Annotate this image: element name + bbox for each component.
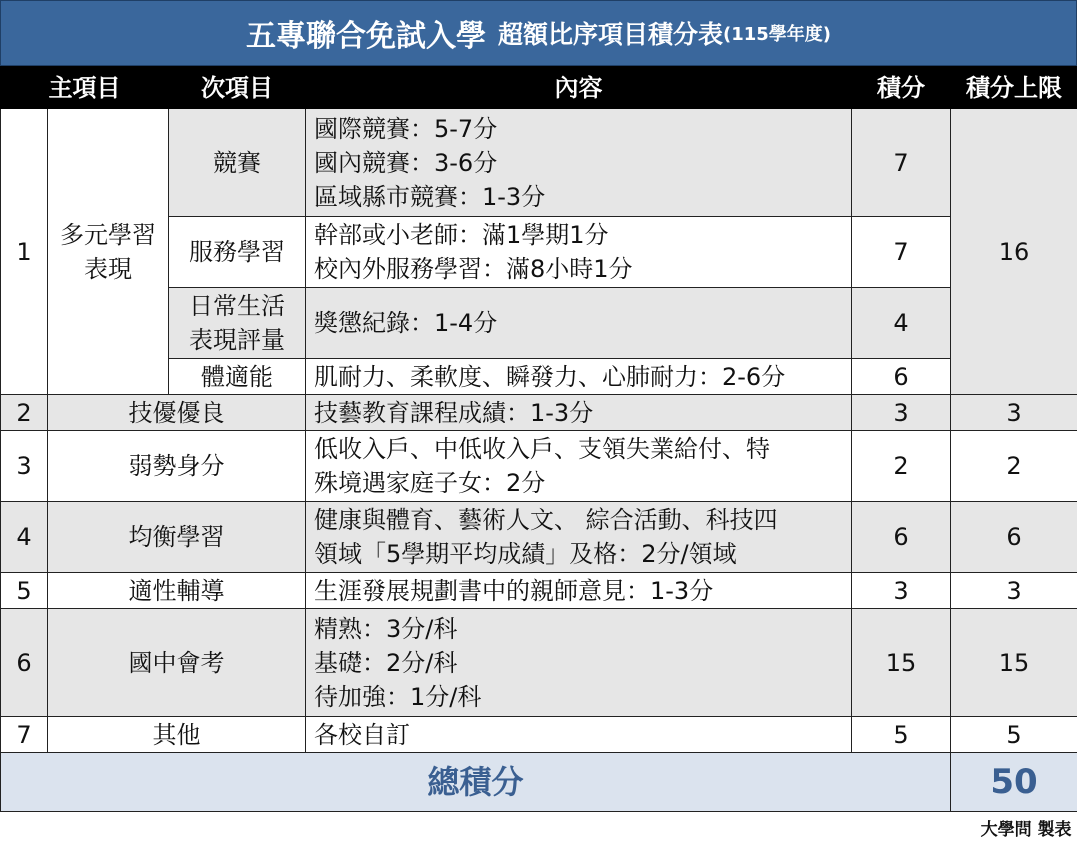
table-row [1, 717, 1077, 753]
score-cell: 7 [852, 109, 951, 217]
footer-credit: 大學問 製表 [1, 812, 1077, 848]
content-cell [306, 359, 852, 395]
content-line: 區域縣市競賽：1-3分 [314, 182, 546, 211]
content-line: 校內外服務學習：滿8小時1分 [314, 255, 633, 284]
limit-cell: 3 [951, 395, 1077, 431]
content-line: 殊境遇家庭子女：2分 [314, 469, 546, 498]
content-cell [306, 609, 852, 717]
content-cell [306, 717, 852, 753]
limit-cell: 16 [951, 109, 1077, 395]
header-limit: 積分上限 [951, 67, 1077, 109]
score-cell: 6 [852, 359, 951, 395]
row-number: 2 [1, 395, 48, 431]
limit-cell: 15 [951, 609, 1077, 717]
content-line: 國內競賽：3-6分 [314, 148, 498, 177]
score-cell: 7 [852, 217, 951, 288]
header-score: 積分 [852, 67, 951, 109]
content-line: 基礎：2分/科 [314, 648, 458, 677]
limit-cell: 6 [951, 502, 1077, 573]
main-item-line: 表現 [84, 254, 132, 283]
content-line: 技藝教育課程成績：1-3分 [314, 398, 594, 427]
score-cell: 3 [852, 395, 951, 431]
row-number: 6 [1, 609, 48, 717]
content-line: 生涯發展規劃書中的親師意見：1-3分 [314, 576, 714, 605]
main-item-cell: 技優優良 [48, 395, 306, 431]
header-sub-item: 次項目 [169, 67, 306, 109]
content-line: 國際競賽：5-7分 [314, 114, 498, 143]
total-label: 總積分 [1, 753, 951, 812]
content-cell [306, 502, 852, 573]
table-row [1, 573, 1077, 609]
limit-cell: 3 [951, 573, 1077, 609]
footer-row [1, 812, 1077, 848]
score-cell: 4 [852, 288, 951, 359]
table-row [1, 609, 1077, 717]
content-cell [306, 395, 852, 431]
header-content: 內容 [306, 67, 852, 109]
header-main-item: 主項目 [1, 67, 169, 109]
main-item-cell: 適性輔導 [48, 573, 306, 609]
main-item-cell: 國中會考 [48, 609, 306, 717]
content-line: 肌耐力、柔軟度、瞬發力、心肺耐力：2-6分 [314, 362, 786, 391]
content-line: 領域「5學期平均成績」及格：2分/領域 [314, 540, 737, 569]
table-row [1, 395, 1077, 431]
title-main: 五專聯合免試入學 [245, 19, 486, 54]
sub-item-name: 日常生活 [189, 292, 285, 321]
content-cell [306, 109, 852, 217]
main-item-line: 多元學習 [60, 220, 156, 249]
total-value: 50 [951, 753, 1077, 812]
limit-cell: 2 [951, 431, 1077, 502]
table-row [1, 431, 1077, 502]
sub-item-cell [169, 359, 306, 395]
sub-item-name: 表現評量 [189, 326, 285, 355]
table-row [1, 109, 1077, 217]
content-line: 獎懲紀錄：1-4分 [314, 309, 498, 338]
sub-item-name: 體適能 [201, 362, 273, 391]
content-cell [306, 573, 852, 609]
content-cell [306, 217, 852, 288]
content-line: 幹部或小老師：滿1學期1分 [314, 221, 609, 250]
score-cell: 15 [852, 609, 951, 717]
content-line: 低收入戶、中低收入戶、支領失業給付、特 [314, 435, 770, 464]
main-item-cell: 均衡學習 [48, 502, 306, 573]
main-item-cell [48, 109, 169, 395]
limit-cell: 5 [951, 717, 1077, 753]
row-number: 1 [1, 109, 48, 395]
row-number: 3 [1, 431, 48, 502]
content-cell [306, 431, 852, 502]
table-row [1, 502, 1077, 573]
title-sub: 超額比序項目積分表 [497, 20, 723, 49]
table-title-banner [0, 0, 1077, 66]
header-row [1, 67, 1077, 109]
title-year: (115學年度) [722, 24, 832, 45]
content-line: 待加強：1分/科 [314, 682, 482, 711]
content-cell [306, 288, 852, 359]
content-line: 精熟：3分/科 [314, 614, 458, 643]
sub-item-name: 競賽 [213, 148, 261, 177]
sub-item-cell [169, 288, 306, 359]
main-item-cell: 其他 [48, 717, 306, 753]
row-number: 4 [1, 502, 48, 573]
content-line: 各校自訂 [314, 720, 410, 749]
score-cell: 3 [852, 573, 951, 609]
score-cell: 2 [852, 431, 951, 502]
row-number: 7 [1, 717, 48, 753]
row-number: 5 [1, 573, 48, 609]
sub-item-cell [169, 109, 306, 217]
score-table [0, 66, 1077, 848]
score-cell: 6 [852, 502, 951, 573]
sub-item-cell [169, 217, 306, 288]
sub-item-name: 服務學習 [189, 238, 285, 267]
total-row [1, 753, 1077, 812]
score-cell: 5 [852, 717, 951, 753]
content-line: 健康與體育、藝術人文、 綜合活動、科技四 [314, 506, 778, 535]
main-item-cell: 弱勢身分 [48, 431, 306, 502]
